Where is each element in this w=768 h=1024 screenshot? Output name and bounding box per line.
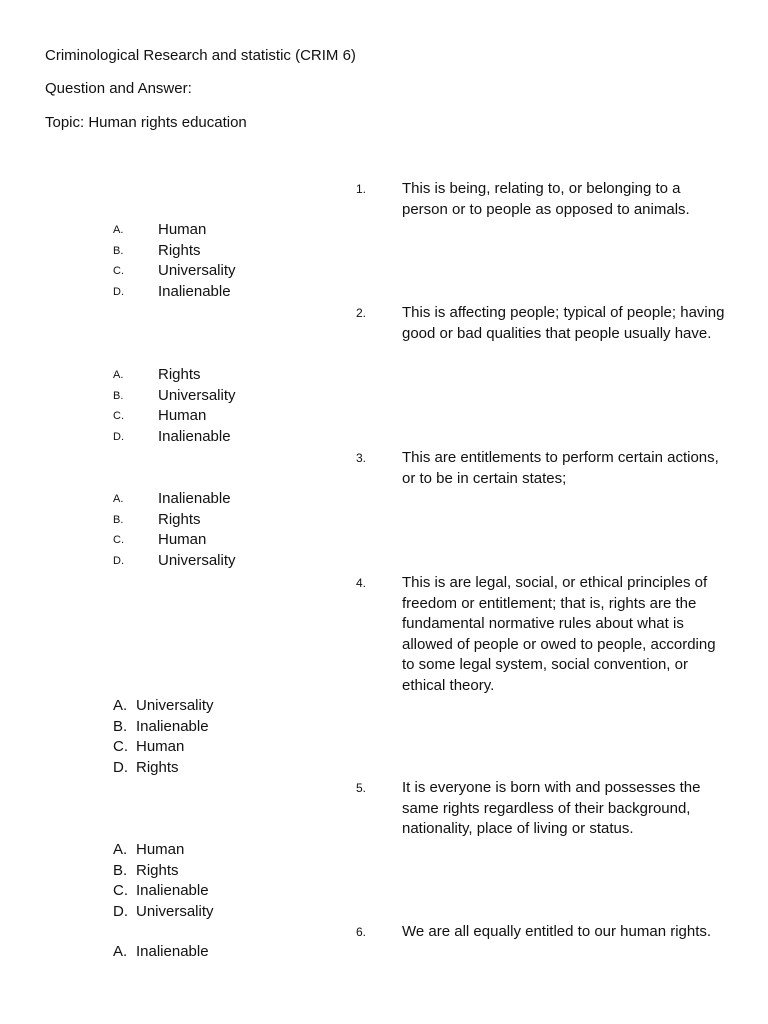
option-label: Human [136, 738, 185, 756]
option-label: Inalienable [136, 882, 209, 900]
option-label: Universality [136, 697, 214, 714]
question-number: 5. [356, 781, 367, 795]
question-number: 6. [356, 925, 367, 939]
option-letter: C. [113, 882, 128, 900]
option-label: Inalienable [136, 943, 209, 960]
document-subtitle: Question and Answer: [45, 80, 192, 97]
option-letter: D. [113, 286, 124, 299]
document-topic: Topic: Human rights education [45, 114, 247, 131]
option-letter: A. [113, 943, 128, 960]
option-letter: B. [113, 861, 128, 879]
option-label: Universality [158, 386, 236, 404]
question-number: 2. [356, 306, 367, 320]
option-letter: A. [113, 841, 128, 858]
option-letter: C. [113, 534, 124, 547]
option-letter: B. [113, 389, 124, 402]
option-letter: B. [113, 717, 128, 735]
question-text: We are all equally entitled to our human rights. [402, 923, 712, 940]
option-letter: A. [113, 493, 124, 505]
document-title: Criminological Research and statistic (CRIM 6) [45, 47, 356, 64]
option-label: Inalienable [136, 717, 209, 735]
option-label: Rights [158, 510, 201, 528]
option-letter: A. [113, 369, 124, 381]
question-text: It is everyone is born with and possesses the same rights regardless of their background, nationality, place of living or status. [402, 779, 701, 838]
option-letter: C. [113, 738, 128, 756]
option-label: Universality [136, 903, 214, 921]
option-label: Human [158, 407, 207, 425]
question-text: This is affecting people; typical of people; having good or bad qualities that people usually have. [402, 304, 725, 342]
option-letter: C. [113, 410, 124, 423]
option-letter: B. [113, 513, 124, 526]
option-label: Universality [158, 262, 236, 280]
option-letter: D. [113, 431, 124, 444]
option-letter: D. [113, 903, 128, 921]
option-letter: B. [113, 244, 124, 257]
option-label: Rights [158, 366, 201, 383]
option-label: Inalienable [158, 428, 231, 446]
option-letter: A. [113, 697, 128, 714]
option-letter: D. [113, 759, 128, 777]
option-label: Inalienable [158, 490, 231, 507]
question-number: 4. [356, 576, 367, 590]
option-letter: A. [113, 224, 124, 236]
option-label: Human [158, 221, 207, 238]
option-label: Rights [136, 759, 179, 777]
question-number: 1. [356, 182, 367, 196]
option-label: Rights [158, 241, 201, 259]
option-label: Human [136, 841, 185, 858]
option-label: Human [158, 531, 207, 549]
option-label: Rights [136, 861, 179, 879]
question-number: 3. [356, 451, 367, 465]
question-text: This are entitlements to perform certain actions, or to be in certain states; [402, 449, 719, 487]
option-letter: D. [113, 555, 124, 568]
option-label: Inalienable [158, 283, 231, 301]
option-letter: C. [113, 265, 124, 278]
question-text: This is being, relating to, or belonging to a person or to people as opposed to animals. [402, 180, 690, 218]
question-text: This is are legal, social, or ethical principles of freedom or entitlement; that is, rights are the fundamental normative rules about what is allowed of people or owed to people, according to some legal system, social convention, or ethical theory. [402, 574, 716, 694]
option-label: Universality [158, 552, 236, 570]
